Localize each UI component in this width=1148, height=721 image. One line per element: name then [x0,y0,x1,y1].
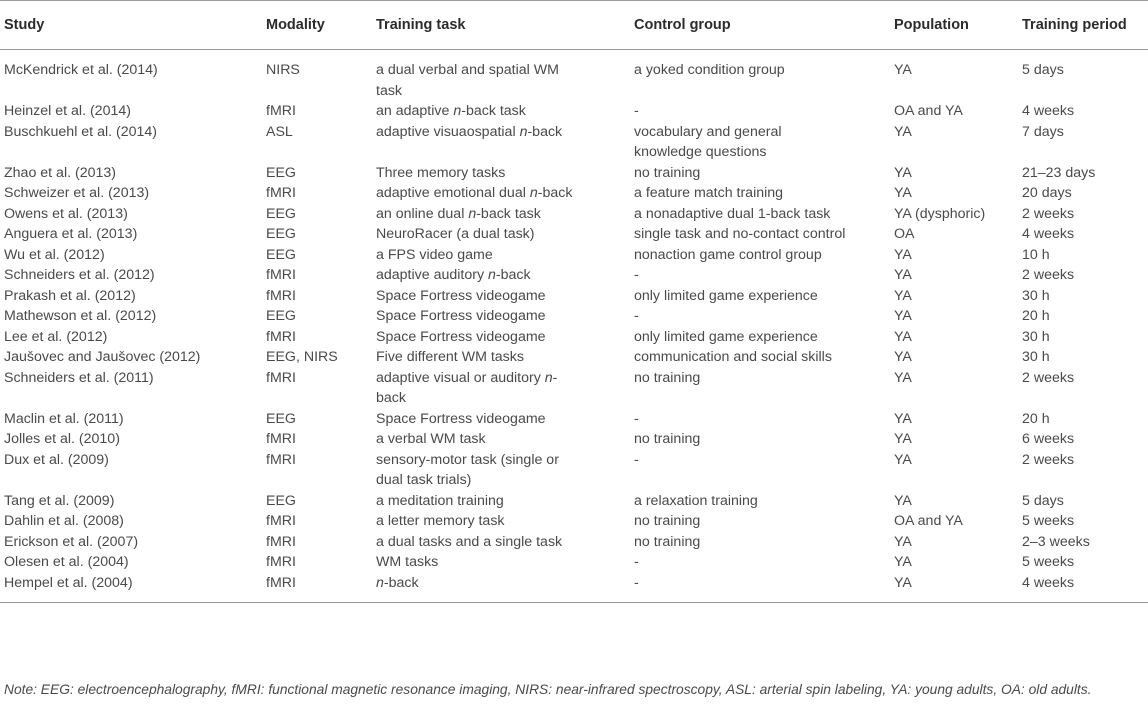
population-cell: YA (dysphoric) [894,205,986,222]
table-row [0,409,1148,430]
table-row [0,368,1148,409]
population-cell: YA [894,287,912,304]
control-group-cell: a nonadaptive dual 1-back task [634,205,831,222]
study-cell: Erickson et al. (2007) [4,533,139,550]
training-period-cell: 20 h [1022,410,1050,427]
population-cell: YA [894,492,912,509]
training-period-cell: 5 weeks [1022,554,1075,570]
table-row [0,163,1148,184]
study-cell: Heinzel et al. (2014) [4,103,131,119]
modality-cell: ASL [266,123,293,140]
modality-cell: EEG [266,164,296,181]
modality-cell: EEG [266,410,296,427]
population-cell: YA [894,410,912,427]
column-header-modality: Modality [262,1,372,50]
training-task-cell: adaptive auditory n-back [376,267,531,283]
modality-cell: fMRI [266,574,296,591]
training-task-cell: an adaptive n-back task [376,103,526,119]
column-header-training-task: Training task [372,1,630,50]
study-cell: Zhao et al. (2013) [4,164,116,181]
population-cell: YA [894,308,912,324]
study-cell: Buschkuehl et al. (2014) [4,123,158,140]
table-row [0,327,1148,348]
training-task-cell: a dual tasks and a single task [376,533,563,550]
training-task-cell: sensory-motor task (single or dual task trials) [376,451,559,488]
training-period-cell: 2–3 weeks [1022,533,1090,550]
control-group-cell: - [634,574,639,591]
modality-cell: fMRI [266,287,296,304]
table-row [0,491,1148,512]
table-footnote: Note: EEG: electroencephalography, fMRI: functional magnetic resonance imaging, NIRS: near-infrared spectroscopy, ASL: arterial spin labeling, YA: young adults, OA: old adults. [4,682,1092,697]
training-period-cell: 2 weeks [1022,267,1075,283]
study-cell: Wu et al. (2012) [4,246,105,263]
population-cell: OA [894,226,915,242]
table-row [0,101,1148,122]
control-group-cell: - [634,103,639,119]
modality-cell: fMRI [266,431,296,447]
modality-cell: fMRI [266,554,296,570]
study-cell: Dux et al. (2009) [4,451,109,468]
study-cell: Schweizer et al. (2013) [4,185,150,201]
training-period-cell: 20 h [1022,308,1050,324]
modality-cell: fMRI [266,328,296,345]
study-cell: Owens et al. (2013) [4,205,128,222]
header-row [0,1,1148,50]
modality-cell: NIRS [266,62,300,78]
training-period-cell: 2 weeks [1022,451,1075,468]
control-group-cell: - [634,410,639,427]
training-period-cell: 21–23 days [1022,164,1096,181]
population-cell: YA [894,185,912,201]
training-task-cell: a verbal WM task [376,431,486,447]
table-row [0,122,1148,163]
study-cell: Hempel et al. (2004) [4,574,133,591]
training-period-cell: 4 weeks [1022,103,1075,119]
study-cell: Lee et al. (2012) [4,328,108,345]
population-cell: YA [894,451,912,468]
modality-cell: fMRI [266,103,296,119]
study-cell: Jolles et al. (2010) [4,431,120,447]
training-task-cell: a meditation training [376,492,504,509]
table-row [0,306,1148,327]
training-period-cell: 7 days [1022,123,1064,140]
training-task-cell: Space Fortress videogame [376,287,546,304]
modality-cell: EEG [266,492,296,509]
training-period-cell: 30 h [1022,328,1050,345]
table-row [0,265,1148,286]
table-row [0,429,1148,450]
modality-cell: EEG [266,246,296,263]
column-header-population: Population [890,1,1018,50]
study-cell: Anguera et al. (2013) [4,226,138,242]
study-cell: Dahlin et al. (2008) [4,513,124,529]
study-cell: Schneiders et al. (2012) [4,267,155,283]
modality-cell: fMRI [266,513,296,529]
table-row [0,224,1148,245]
population-cell: YA [894,123,912,140]
population-cell: YA [894,369,912,386]
modality-cell: fMRI [266,369,296,386]
table-row [0,183,1148,204]
training-task-cell: a letter memory task [376,513,505,529]
modality-cell: EEG [266,205,296,222]
table-body [0,50,1148,603]
training-period-cell: 5 weeks [1022,513,1075,529]
control-group-cell: communication and social skills [634,349,832,365]
table-row [0,204,1148,225]
population-cell: YA [894,267,912,283]
control-group-cell: no training [634,164,701,181]
table-header [0,1,1148,50]
table-row [0,286,1148,307]
modality-cell: fMRI [266,185,296,201]
training-period-cell: 10 h [1022,246,1050,263]
training-period-cell: 4 weeks [1022,574,1075,591]
control-group-cell: only limited game experience [634,287,818,304]
study-cell: Prakash et al. (2012) [4,287,136,304]
study-cell: McKendrick et al. (2014) [4,62,158,78]
study-cell: Mathewson et al. (2012) [4,308,157,324]
table-row [0,450,1148,491]
population-cell: YA [894,533,912,550]
training-period-cell: 20 days [1022,185,1072,201]
population-cell: YA [894,554,912,570]
modality-cell: fMRI [266,451,296,468]
training-task-cell: NeuroRacer (a dual task) [376,226,535,242]
modality-cell: fMRI [266,267,296,283]
population-cell: OA and YA [894,513,963,529]
training-task-cell: adaptive visuaospatial n-back [376,123,563,140]
training-task-cell: Space Fortress videogame [376,308,546,324]
control-group-cell: - [634,554,639,570]
control-group-cell: only limited game experience [634,328,818,345]
training-task-cell: an online dual n-back task [376,205,541,222]
training-task-cell: Three memory tasks [376,164,506,181]
population-cell: YA [894,164,912,181]
training-period-cell: 30 h [1022,349,1050,365]
control-group-cell: a feature match training [634,185,784,201]
study-cell: Tang et al. (2009) [4,492,115,509]
training-period-cell: 30 h [1022,287,1050,304]
study-cell: Olesen et al. (2004) [4,554,129,570]
training-task-cell: WM tasks [376,554,439,570]
control-group-cell: vocabulary and general knowledge questions [634,123,782,160]
modality-cell: EEG, NIRS [266,349,338,365]
training-period-cell: 4 weeks [1022,226,1075,242]
training-task-cell: a dual verbal and spatial WM task [376,62,559,99]
control-group-cell: single task and no-contact control [634,226,846,242]
population-cell: YA [894,349,912,365]
modality-cell: EEG [266,226,296,242]
table-row [0,511,1148,532]
population-cell: YA [894,62,912,78]
training-task-cell: adaptive visual or auditory n-back [376,369,558,406]
column-header-study: Study [0,1,262,50]
training-task-cell: Five different WM tasks [376,349,524,365]
table-row [0,552,1148,573]
population-cell: YA [894,431,912,447]
column-header-training-period: Training period [1018,1,1148,50]
training-period-cell: 5 days [1022,492,1064,509]
table-row [0,347,1148,368]
table-row [0,532,1148,553]
control-group-cell: nonaction game control group [634,246,822,263]
control-group-cell: - [634,451,639,468]
modality-cell: EEG [266,308,296,324]
population-cell: OA and YA [894,103,963,119]
training-period-cell: 6 weeks [1022,431,1075,447]
control-group-cell: a relaxation training [634,492,758,509]
training-task-cell: Space Fortress videogame [376,328,546,345]
column-header-control-group: Control group [630,1,890,50]
study-cell: Maclin et al. (2011) [4,410,124,427]
control-group-cell: - [634,267,639,283]
training-period-cell: 5 days [1022,62,1064,78]
study-cell: Schneiders et al. (2011) [4,369,154,386]
control-group-cell: - [634,308,639,324]
training-task-cell: a FPS video game [376,246,493,263]
control-group-cell: no training [634,533,701,550]
training-task-cell: n-back [376,574,419,591]
training-task-cell: adaptive emotional dual n-back [376,185,573,201]
population-cell: YA [894,328,912,345]
modality-cell: fMRI [266,533,296,550]
control-group-cell: no training [634,369,701,386]
training-period-cell: 2 weeks [1022,205,1075,222]
table-row [0,50,1148,102]
control-group-cell: a yoked condition group [634,62,785,78]
training-task-cell: Space Fortress videogame [376,410,546,427]
population-cell: YA [894,246,912,263]
study-cell: Jaušovec and Jaušovec (2012) [4,349,201,365]
table-row [0,245,1148,266]
control-group-cell: no training [634,513,701,529]
control-group-cell: no training [634,431,701,447]
population-cell: YA [894,574,912,591]
training-period-cell: 2 weeks [1022,369,1075,386]
table-row [0,573,1148,603]
